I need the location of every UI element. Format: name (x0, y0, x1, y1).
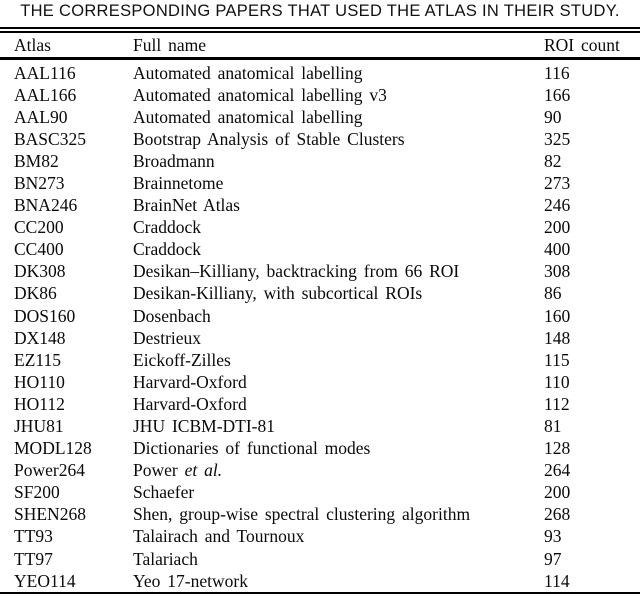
full-name-cell: Schaefer (133, 482, 195, 503)
full-name-cell: Talairach and Tournoux (133, 526, 305, 547)
atlas-id-cell: TT97 (14, 548, 53, 569)
roi-count-cell: 400 (544, 239, 571, 260)
atlas-id-cell: SF200 (14, 482, 60, 503)
roi-count-cell: 86 (544, 283, 562, 304)
full-name-cell: Automated anatomical labelling (133, 106, 363, 127)
table-row (0, 238, 640, 260)
full-name-cell: Automated anatomical labelling (133, 62, 363, 83)
italic-text: et al. (184, 460, 223, 481)
atlas-id-cell: Power264 (14, 460, 85, 481)
roi-count-cell: 200 (544, 482, 571, 503)
table-row (0, 260, 640, 282)
table-row (0, 216, 640, 238)
roi-count-cell: 308 (544, 261, 571, 282)
table-row (0, 282, 640, 304)
table-row (0, 437, 640, 459)
atlas-id-cell: DK86 (14, 283, 57, 304)
atlas-id-cell: BASC325 (14, 128, 86, 149)
full-name-cell: Harvard-Oxford (133, 393, 247, 414)
roi-count-cell: 148 (544, 327, 571, 348)
atlas-id-cell: AAL90 (14, 106, 68, 127)
full-name-cell: Destrieux (133, 327, 202, 348)
table-row (0, 305, 640, 327)
table-row (0, 327, 640, 349)
table-row (0, 84, 640, 106)
full-name-cell: JHU ICBM-DTI-81 (133, 416, 276, 436)
atlas-id-cell: EZ115 (14, 349, 61, 370)
rule-line (0, 27, 640, 29)
roi-count-cell: 81 (544, 416, 562, 436)
roi-count-cell: 93 (544, 526, 562, 547)
roi-count-cell: 166 (544, 84, 571, 105)
atlas-id-cell: BM82 (14, 150, 59, 171)
table-row (0, 194, 640, 216)
full-name-cell: Dosenbach (133, 305, 211, 326)
table-row (0, 503, 640, 525)
full-name-cell: Power et al. (133, 460, 223, 481)
full-name-cell: Desikan-Killiany, with subcortical ROIs (133, 283, 423, 304)
table-caption: THE CORRESPONDING PAPERS THAT USED THE ATLAS IN THEIR STUDY. (20, 2, 620, 20)
roi-count-cell: 114 (544, 570, 570, 591)
atlas-id-cell: HO110 (14, 371, 65, 392)
atlas-id-cell: BN273 (14, 172, 65, 193)
atlas-id-cell: DX148 (14, 327, 66, 348)
atlas-id-cell: AAL166 (14, 84, 77, 105)
roi-count-cell: 116 (544, 62, 570, 83)
roi-count-cell: 90 (544, 106, 562, 127)
atlas-id-cell: TT93 (14, 526, 53, 547)
table-row (0, 525, 640, 547)
full-name-cell: Desikan–Killiany, backtracking from 66 ROI (133, 261, 460, 282)
roi-count-cell: 160 (544, 305, 571, 326)
atlas-id-cell: CC200 (14, 217, 64, 238)
atlas-id-cell: HO112 (14, 393, 65, 414)
roi-count-cell: 110 (544, 371, 570, 392)
atlas-id-cell: SHEN268 (14, 504, 86, 525)
table-row (0, 548, 640, 570)
table-row (0, 349, 640, 371)
col-header-roi-count: ROI count (544, 33, 640, 59)
full-name-cell: Broadmann (133, 150, 215, 171)
atlas-id-cell: JHU81 (14, 416, 64, 436)
roi-count-cell: 200 (544, 217, 571, 238)
full-name-cell: Craddock (133, 239, 202, 260)
table-row (0, 58, 640, 84)
table-row (0, 172, 640, 194)
roi-count-cell: 128 (544, 438, 571, 459)
atlas-id-cell: DOS160 (14, 305, 76, 326)
col-header-full-name: Full name (133, 33, 544, 59)
atlas-id-cell: YEO114 (14, 570, 76, 591)
roi-count-cell: 246 (544, 195, 571, 216)
table-row (0, 128, 640, 150)
table-row (0, 481, 640, 503)
atlas-id-cell: AAL116 (14, 62, 76, 83)
full-name-cell: Shen, group-wise spectral clustering algorithm (133, 504, 471, 525)
full-name-cell: Harvard-Oxford (133, 371, 247, 392)
table-body (0, 58, 640, 593)
table-row (0, 371, 640, 393)
full-name-cell: Dictionaries of functional modes (133, 438, 371, 459)
table-row (0, 459, 640, 481)
table-row (0, 415, 640, 437)
full-name-cell: Eickoff-Zilles (133, 349, 231, 370)
full-name-cell: Brainnetome (133, 172, 224, 193)
roi-count-cell: 97 (544, 548, 562, 569)
header-row (0, 33, 640, 59)
atlas-id-cell: MODL128 (14, 438, 92, 459)
table-row (0, 150, 640, 172)
roi-count-cell: 273 (544, 172, 571, 193)
atlas-table (0, 33, 640, 594)
full-name-cell: Yeo 17-network (133, 570, 248, 591)
table-row (0, 106, 640, 128)
roi-count-cell: 264 (544, 460, 571, 481)
col-header-atlas: Atlas (0, 33, 133, 59)
table-row (0, 393, 640, 415)
full-name-cell: BrainNet Atlas (133, 195, 240, 216)
atlas-id-cell: DK308 (14, 261, 66, 282)
full-name-cell: Craddock (133, 217, 202, 238)
roi-count-cell: 268 (544, 504, 571, 525)
full-name-cell: Automated anatomical labelling v3 (133, 84, 387, 105)
full-name-cell: Bootstrap Analysis of Stable Clusters (133, 128, 405, 149)
roi-count-cell: 325 (544, 128, 571, 149)
atlas-id-cell: CC400 (14, 239, 64, 260)
full-name-cell: Talariach (133, 548, 198, 569)
roi-count-cell: 112 (544, 393, 570, 414)
roi-count-cell: 115 (544, 349, 570, 370)
roi-count-cell: 82 (544, 150, 562, 171)
atlas-id-cell: BNA246 (14, 195, 78, 216)
table-row (0, 570, 640, 593)
